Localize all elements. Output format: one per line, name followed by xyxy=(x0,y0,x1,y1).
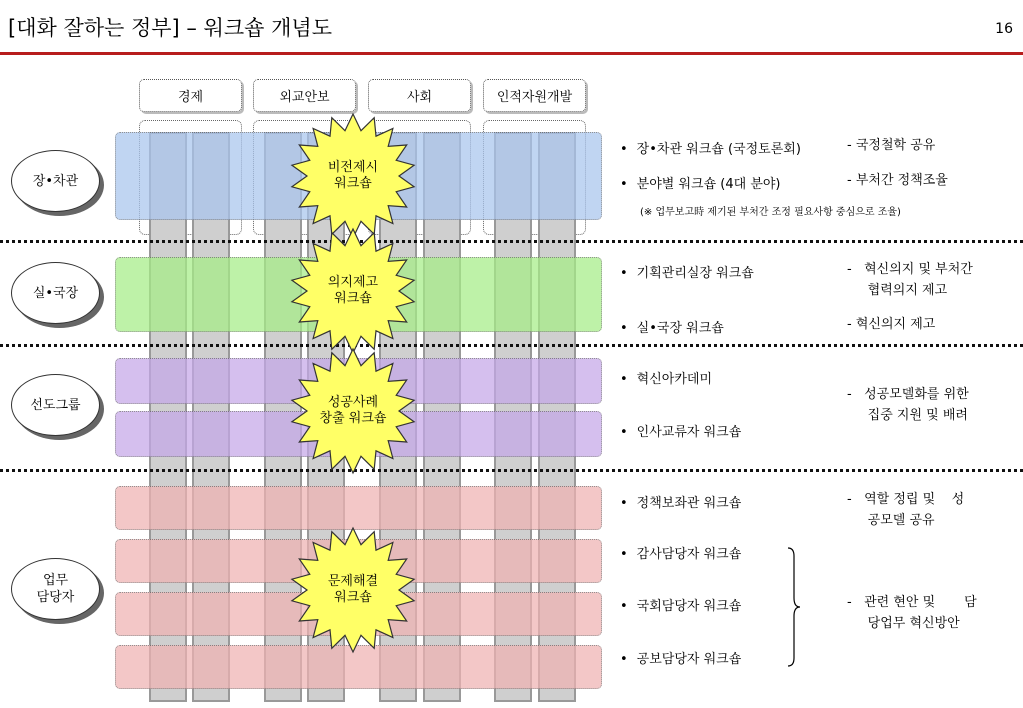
page-title: [대화 잘하는 정부] – 워크숍 개념도 xyxy=(8,16,332,40)
list-item: • 실•국장 워크숍 xyxy=(620,317,724,336)
description: - 부처간 정책조율 xyxy=(847,173,948,188)
description: - 관련 현안 및 담 당업무 혁신방안 xyxy=(847,595,977,631)
footnote: (※ 업무보고時 제기된 부처간 조정 필요사항 중심으로 조율) xyxy=(640,207,901,218)
description: - 혁신의지 제고 xyxy=(847,317,936,332)
description: - 혁신의지 및 부처간 협력의지 제고 xyxy=(847,262,973,298)
list-item: • 국회담당자 워크숍 xyxy=(620,595,741,614)
star-label-vision: 비전제시 워크숍 xyxy=(327,160,379,191)
star-label-success: 성공사례 창출 워크숍 xyxy=(319,395,387,426)
list-item: • 혁신아카데미 xyxy=(620,368,712,387)
row-label-staff: 업무 담당자 xyxy=(11,558,100,620)
star-label-will: 의지제고 워크숍 xyxy=(327,275,379,306)
column-header-economy: 경제 xyxy=(139,79,242,112)
title-rule xyxy=(0,52,1023,55)
row-separator xyxy=(0,469,1023,472)
row-label-leading-group: 선도그룹 xyxy=(11,374,100,436)
list-item: • 분야별 워크숍 (4대 분야) xyxy=(620,173,781,192)
list-item: • 인사교류자 워크숍 xyxy=(620,421,741,440)
description: - 국정철학 공유 xyxy=(847,138,936,153)
row-label-minister: 장•차관 xyxy=(11,150,100,212)
star-label-problem: 문제해결 워크숍 xyxy=(327,574,379,605)
row-separator xyxy=(0,240,1023,243)
description: - 성공모델화를 위한 집중 지원 및 배려 xyxy=(847,387,969,423)
description: - 역할 정립 및 성 공모델 공유 xyxy=(847,492,965,528)
list-item: • 정책보좌관 워크숍 xyxy=(620,492,741,511)
list-item: • 기획관리실장 워크숍 xyxy=(620,262,754,281)
row-label-director: 실•국장 xyxy=(11,262,100,324)
list-item: • 감사담당자 워크숍 xyxy=(620,543,741,562)
column-header-society: 사회 xyxy=(368,79,471,112)
page-number: 16 xyxy=(995,21,1013,37)
column-header-hr: 인적자원개발 xyxy=(483,79,586,112)
curly-brace-icon xyxy=(786,546,802,668)
list-item: • 공보담당자 워크숍 xyxy=(620,648,741,667)
list-item: • 장•차관 워크숍 (국정토론회) xyxy=(620,138,801,157)
column-header-diplomacy: 외교안보 xyxy=(253,79,356,112)
row-separator xyxy=(0,344,1023,347)
band-staff xyxy=(115,486,602,530)
